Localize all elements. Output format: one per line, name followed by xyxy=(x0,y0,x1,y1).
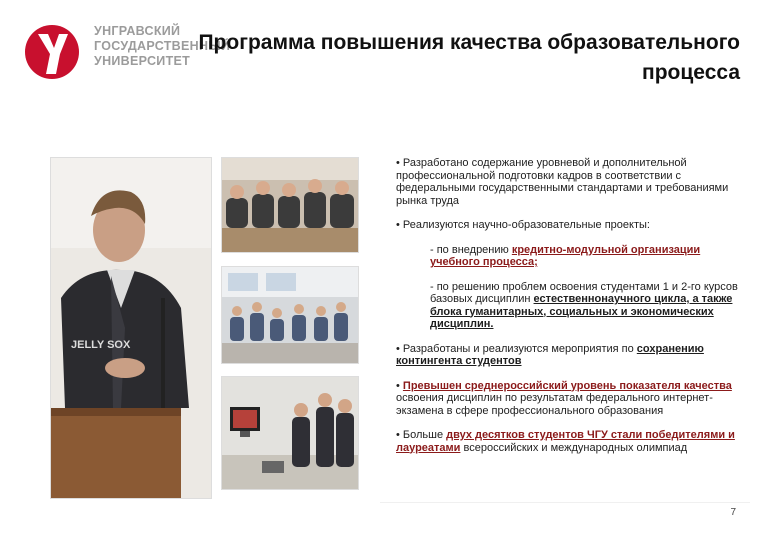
bullet-quality-rest: освоения дисциплин по результатам федерального интернет-экзамена в сфере профессионального образования xyxy=(396,392,713,417)
speaker-photo xyxy=(50,157,212,499)
bullet-olympiads-rest: всероссийских и международных олимпиад xyxy=(460,441,688,454)
students-group-photo xyxy=(221,266,359,364)
bullet-olympiads xyxy=(396,429,746,454)
project-base-disciplines xyxy=(396,281,746,331)
students-auditorium-photo xyxy=(221,157,359,253)
computer-lab-photo xyxy=(221,376,359,490)
page-number: 7 xyxy=(730,507,736,518)
project-credit-module xyxy=(396,244,746,269)
logo-line-1: УНГРАВСКИЙ xyxy=(94,24,181,38)
footer-divider xyxy=(380,502,750,503)
project-base-disciplines-prefix: - по решению проблем освоения студентами 1 и 2-го курсов базовых дисциплин xyxy=(430,280,738,305)
bullet-quality-marker: • xyxy=(396,379,403,392)
bullet-standards: • Разработано содержание уровневой и дополнительной профессиональной подготовки кадров в соответствии с федеральными государственными стандартами и требованиями рынка труда xyxy=(396,157,729,207)
slide-title xyxy=(60,28,740,88)
project-base-disciplines-highlight: естественнонаучного цикла, а также блока гуманитарных, социальных и экономических дисциплин. xyxy=(430,293,733,330)
project-credit-module-prefix: - по внедрению xyxy=(430,243,512,256)
bullet-olympiads-highlight: двух десятков студентов ЧГУ стали победителями и лауреатами xyxy=(396,429,735,454)
bullet-retention-highlight: сохранению контингента студентов xyxy=(396,342,704,367)
bullet-quality xyxy=(396,380,746,418)
slide-content xyxy=(396,157,746,466)
bullet-projects: • Реализуются научно-образовательные проекты: xyxy=(396,219,650,231)
bullet-retention-prefix: • Разработаны и реализуются мероприятия по xyxy=(396,342,637,355)
bullet-retention xyxy=(396,343,746,368)
bullet-quality-highlight: Превышен среднероссийский уровень показателя качества xyxy=(402,379,732,392)
logo-line-3: УНИВЕРСИТЕТ xyxy=(94,54,191,68)
project-credit-module-highlight: кредитно-модульной организации учебного процесса; xyxy=(430,243,701,268)
slide-title-line-2: процесса xyxy=(642,61,740,84)
slide-title-line-1: Программа повышения качества образовательного xyxy=(198,31,740,54)
svg-text:JELLY SOX: JELLY SOX xyxy=(71,339,131,351)
bullet-olympiads-prefix: • Больше xyxy=(396,429,447,441)
logo-line-2: ГОСУДАРСТВЕННЫЙ xyxy=(94,39,231,53)
